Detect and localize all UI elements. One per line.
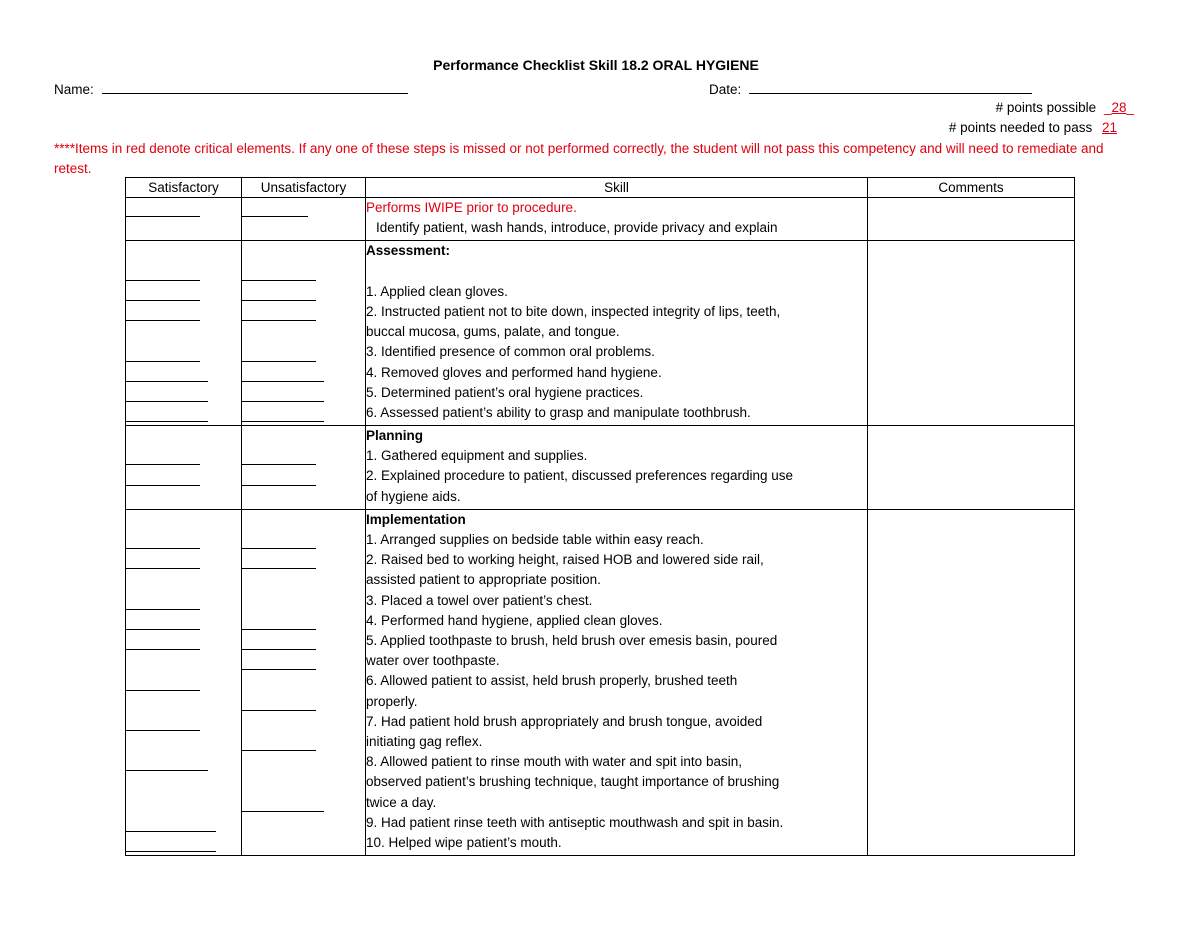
skill-cell bbox=[366, 426, 868, 510]
satisfactory-blank[interactable] bbox=[126, 300, 200, 301]
col-satisfactory: Satisfactory bbox=[126, 178, 242, 198]
page-title: Performance Checklist Skill 18.2 ORAL HYGIENE bbox=[433, 57, 759, 73]
satisfactory-blank[interactable] bbox=[126, 548, 200, 549]
comments-cell[interactable] bbox=[868, 241, 1075, 426]
skill-step: 10. Helped wipe patient’s mouth. bbox=[366, 835, 562, 851]
comments-cell[interactable] bbox=[868, 509, 1075, 855]
table-row bbox=[126, 241, 1075, 426]
unsatisfactory-blank[interactable] bbox=[242, 811, 324, 812]
skill-step: 2. Raised bed to working height, raised HOB and lowered side rail, bbox=[366, 552, 764, 568]
points-needed-value: 21 bbox=[1101, 120, 1117, 135]
points-possible-value: 28 bbox=[1111, 100, 1127, 115]
satisfactory-blank[interactable] bbox=[126, 216, 200, 217]
section-heading: Implementation bbox=[366, 511, 466, 527]
skill-cell bbox=[366, 509, 868, 855]
skill-step: 3. Placed a towel over patient’s chest. bbox=[366, 592, 593, 608]
comments-cell[interactable] bbox=[868, 198, 1075, 241]
skill-step: 5. Applied toothpaste to brush, held brush over emesis basin, poured bbox=[366, 633, 778, 649]
unsatisfactory-blank[interactable] bbox=[242, 629, 316, 630]
satisfactory-cell bbox=[126, 426, 242, 510]
table-row bbox=[126, 426, 1075, 510]
skill-step: 5. Determined patient’s oral hygiene practices. bbox=[366, 384, 644, 400]
unsatisfactory-blank[interactable] bbox=[242, 421, 324, 422]
skill-step: of hygiene aids. bbox=[366, 488, 461, 504]
unsatisfactory-blank[interactable] bbox=[242, 485, 316, 486]
skill-step: 2. Explained procedure to patient, discussed preferences regarding use bbox=[366, 468, 794, 484]
satisfactory-cell bbox=[126, 241, 242, 426]
satisfactory-blank[interactable] bbox=[126, 609, 200, 610]
skill-step: initiating gag reflex. bbox=[366, 734, 483, 750]
table-row bbox=[126, 509, 1075, 855]
col-comments: Comments bbox=[868, 178, 1075, 198]
points-needed-row bbox=[949, 120, 1117, 135]
table-row bbox=[126, 198, 1075, 241]
skill-step: 9. Had patient rinse teeth with antiseptic mouthwash and spit in basin. bbox=[366, 814, 784, 830]
col-skill: Skill bbox=[366, 178, 868, 198]
skill-step: buccal mucosa, gums, palate, and tongue. bbox=[366, 324, 620, 340]
skill-step: properly. bbox=[366, 693, 418, 709]
skill-step: 7. Had patient hold brush appropriately and brush tongue, avoided bbox=[366, 713, 763, 729]
skill-step: twice a day. bbox=[366, 794, 437, 810]
unsatisfactory-cell bbox=[242, 241, 366, 426]
satisfactory-blank[interactable] bbox=[126, 464, 200, 465]
satisfactory-blank[interactable] bbox=[126, 568, 200, 569]
section-heading: Assessment: bbox=[366, 243, 451, 259]
skill-step: 4. Removed gloves and performed hand hygiene. bbox=[366, 364, 662, 380]
unsatisfactory-blank[interactable] bbox=[242, 401, 324, 402]
skill-step: 3. Identified presence of common oral problems. bbox=[366, 344, 655, 360]
satisfactory-blank[interactable] bbox=[126, 649, 200, 650]
unsatisfactory-blank[interactable] bbox=[242, 361, 316, 362]
satisfactory-blank[interactable] bbox=[126, 320, 200, 321]
points-possible-row: # points possible _28_ bbox=[995, 100, 1134, 115]
unsatisfactory-blank[interactable] bbox=[242, 300, 316, 301]
skill-step: 8. Allowed patient to rinse mouth with water and spit into basin, bbox=[366, 754, 742, 770]
satisfactory-blank[interactable] bbox=[126, 690, 200, 691]
skill-step: water over toothpaste. bbox=[366, 653, 500, 669]
col-unsatisfactory: Unsatisfactory bbox=[242, 178, 366, 198]
skill-step bbox=[366, 262, 867, 282]
name-row bbox=[54, 80, 408, 97]
skill-step: 4. Performed hand hygiene, applied clean gloves. bbox=[366, 612, 663, 628]
skill-step: 1. Applied clean gloves. bbox=[366, 283, 508, 299]
unsatisfactory-cell bbox=[242, 198, 366, 241]
unsatisfactory-cell bbox=[242, 509, 366, 855]
skill-step: 6. Allowed patient to assist, held brush properly, brushed teeth bbox=[366, 673, 738, 689]
skill-step: Identify patient, wash hands, introduce, provide privacy and explain bbox=[376, 220, 778, 236]
skill-cell bbox=[366, 241, 868, 426]
unsatisfactory-blank[interactable] bbox=[242, 649, 316, 650]
comments-cell[interactable] bbox=[868, 426, 1075, 510]
unsatisfactory-blank[interactable] bbox=[242, 548, 316, 549]
satisfactory-blank[interactable] bbox=[126, 381, 208, 382]
unsatisfactory-cell bbox=[242, 426, 366, 510]
satisfactory-blank[interactable] bbox=[126, 421, 208, 422]
skill-step: 2. Instructed patient not to bite down, inspected integrity of lips, teeth, bbox=[366, 303, 781, 319]
critical-skill-step: Performs IWIPE prior to procedure. bbox=[366, 200, 577, 215]
name-field[interactable] bbox=[102, 80, 408, 94]
satisfactory-blank[interactable] bbox=[126, 401, 208, 402]
unsatisfactory-blank[interactable] bbox=[242, 320, 316, 321]
checklist-table bbox=[125, 177, 1075, 856]
unsatisfactory-blank[interactable] bbox=[242, 280, 316, 281]
unsatisfactory-blank[interactable] bbox=[242, 710, 316, 711]
skill-step: 6. Assessed patient’s ability to grasp and manipulate toothbrush. bbox=[366, 405, 751, 420]
date-row bbox=[709, 80, 1032, 97]
unsatisfactory-blank[interactable] bbox=[242, 750, 316, 751]
satisfactory-blank[interactable] bbox=[126, 831, 216, 832]
satisfactory-cell bbox=[126, 198, 242, 241]
points-needed-label: # points needed to pass bbox=[948, 120, 1093, 135]
table-header-row bbox=[126, 178, 1075, 198]
satisfactory-blank[interactable] bbox=[126, 851, 216, 852]
skill-cell bbox=[366, 198, 868, 241]
skill-step: 1. Arranged supplies on bedside table within easy reach. bbox=[366, 532, 704, 548]
satisfactory-blank[interactable] bbox=[126, 280, 200, 281]
satisfactory-blank[interactable] bbox=[126, 485, 200, 486]
points-possible-label: # points possible bbox=[995, 100, 1097, 115]
unsatisfactory-blank[interactable] bbox=[242, 568, 316, 569]
satisfactory-blank[interactable] bbox=[126, 361, 200, 362]
section-heading: Planning bbox=[366, 428, 423, 444]
unsatisfactory-blank[interactable] bbox=[242, 216, 308, 217]
satisfactory-cell bbox=[126, 509, 242, 855]
critical-notice: ****Items in red denote critical elements. If any one of these steps is missed or not performed correctly, the student will not pass this competency and will need to remediate and retest. bbox=[54, 141, 1104, 176]
satisfactory-blank[interactable] bbox=[126, 629, 200, 630]
date-label: Date: bbox=[709, 82, 742, 97]
date-field[interactable] bbox=[749, 80, 1032, 94]
satisfactory-blank[interactable] bbox=[126, 770, 208, 771]
unsatisfactory-blank[interactable] bbox=[242, 669, 316, 670]
skill-step: assisted patient to appropriate position. bbox=[366, 572, 601, 588]
satisfactory-blank[interactable] bbox=[126, 730, 200, 731]
skill-step: observed patient’s brushing technique, taught importance of brushing bbox=[366, 774, 780, 790]
unsatisfactory-blank[interactable] bbox=[242, 381, 324, 382]
unsatisfactory-blank[interactable] bbox=[242, 464, 316, 465]
skill-step: 1. Gathered equipment and supplies. bbox=[366, 448, 588, 464]
name-label: Name: bbox=[54, 82, 94, 97]
